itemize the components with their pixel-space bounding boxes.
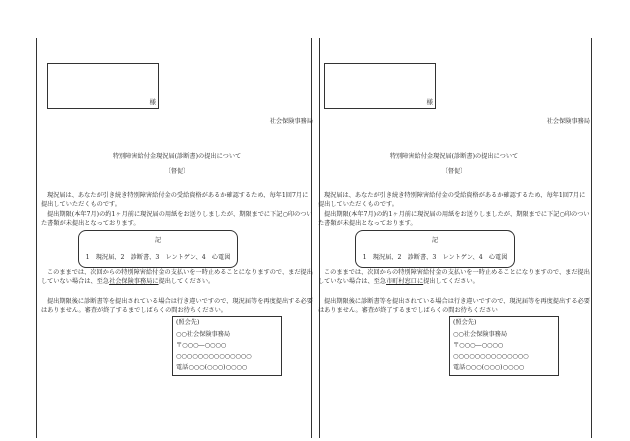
paragraph-deadline: 提出期限(本年7月)の約1ヶ月前に現況届の用紙をお送りしましたが、期限までに下記○印のついた書類が未提出となっております。 [318, 211, 590, 227]
contact-office: ○○社会保険事務局 [176, 331, 231, 338]
addressee-box [47, 63, 159, 109]
reminder-label: 〔督促〕 [164, 168, 190, 175]
document-list-box [355, 230, 515, 268]
addressee-honorific: 様 [149, 98, 156, 106]
contact-heading: (照会先) [453, 319, 477, 326]
paragraph-purpose: 現況届は、あなたが引き続き特別障害給付金の受給資格があるか確認するため、毎年1回7月に提出していただくものです。 [41, 192, 309, 208]
notice-title: 特別障害給付金現況届(診断書)の提出について [112, 153, 242, 160]
document-list-items: 1 現況届、2 診断書、3 レントゲン、4 心電図 [362, 254, 508, 261]
reminder-label: 〔督促〕 [441, 168, 467, 175]
contact-address: ○○○○○○○○○○○○○○ [176, 353, 252, 360]
submission-destination: 市町村窓口に [386, 278, 424, 285]
document-list-heading: 記 [431, 237, 439, 244]
paragraph-late-submission: 提出期限後に診断書等を提出されている場合は行き違いですので、現況届等を再度提出する必要はありません。審査が終了するまでしばらくの間お待ちください。 [41, 298, 313, 314]
right-border-line [591, 38, 592, 438]
document-list-heading: 記 [154, 237, 162, 244]
paragraph-purpose: 現況届は、あなたが引き続き特別障害給付金の受給資格があるか確認するため、毎年1回7月に提出していただくものです。 [318, 192, 586, 208]
contact-phone: 電話○○○(○○○)○○○○ [176, 364, 248, 371]
addressee-honorific: 様 [426, 98, 433, 106]
notice-panel-left [41, 0, 313, 441]
contact-box [449, 316, 559, 376]
issuer-office: 社会保険事務局 [269, 118, 313, 125]
paragraph-deadline: 提出期限(本年7月)の約1ヶ月前に現況届の用紙をお送りしましたが、期限までに下記○印のついた書類が未提出となっております。 [41, 211, 313, 227]
contact-phone: 電話○○○(○○○)○○○○ [453, 364, 525, 371]
paragraph-warning [318, 268, 590, 286]
warning-text-end: 提出してください。 [158, 278, 215, 285]
contact-office: ○○社会保険事務局 [453, 331, 508, 338]
issuer-office: 社会保険事務局 [546, 118, 590, 125]
paragraph-warning [41, 268, 313, 286]
notice-title: 特別障害給付金現況届(診断書)の提出について [389, 153, 519, 160]
document-list-items: 1 現況届、2 診断書、3 レントゲン、4 心電図 [85, 254, 231, 261]
paragraph-late-submission: 提出期限後に診断書等を提出されている場合は行き違いですので、現況届等を再度提出する必要はありません。審査が終了するまでしばらくの間お待ちください [318, 298, 590, 314]
notice-panel-right [318, 0, 590, 441]
contact-postcode: 〒○○○―○○○○ [176, 342, 227, 349]
submission-destination: 社会保険事務局に [109, 278, 159, 285]
warning-text: このままでは、次回からの特別障害給付金の支払いを一時止めることになりますので、まだ提出していない場合は、至急 [41, 269, 313, 285]
contact-box [172, 316, 282, 376]
contact-heading: (照会先) [176, 319, 200, 326]
left-border-line [36, 38, 37, 438]
addressee-box [324, 63, 436, 109]
document-list-box [78, 230, 238, 268]
warning-text: このままでは、次回からの特別障害給付金の支払いを一時止めることになりますので、まだ提出していない場合は、至急 [318, 269, 590, 285]
warning-text-end: 提出してください。 [423, 278, 479, 285]
contact-postcode: 〒○○○―○○○○ [453, 342, 504, 349]
contact-address: ○○○○○○○○○○○○○○ [453, 353, 529, 360]
